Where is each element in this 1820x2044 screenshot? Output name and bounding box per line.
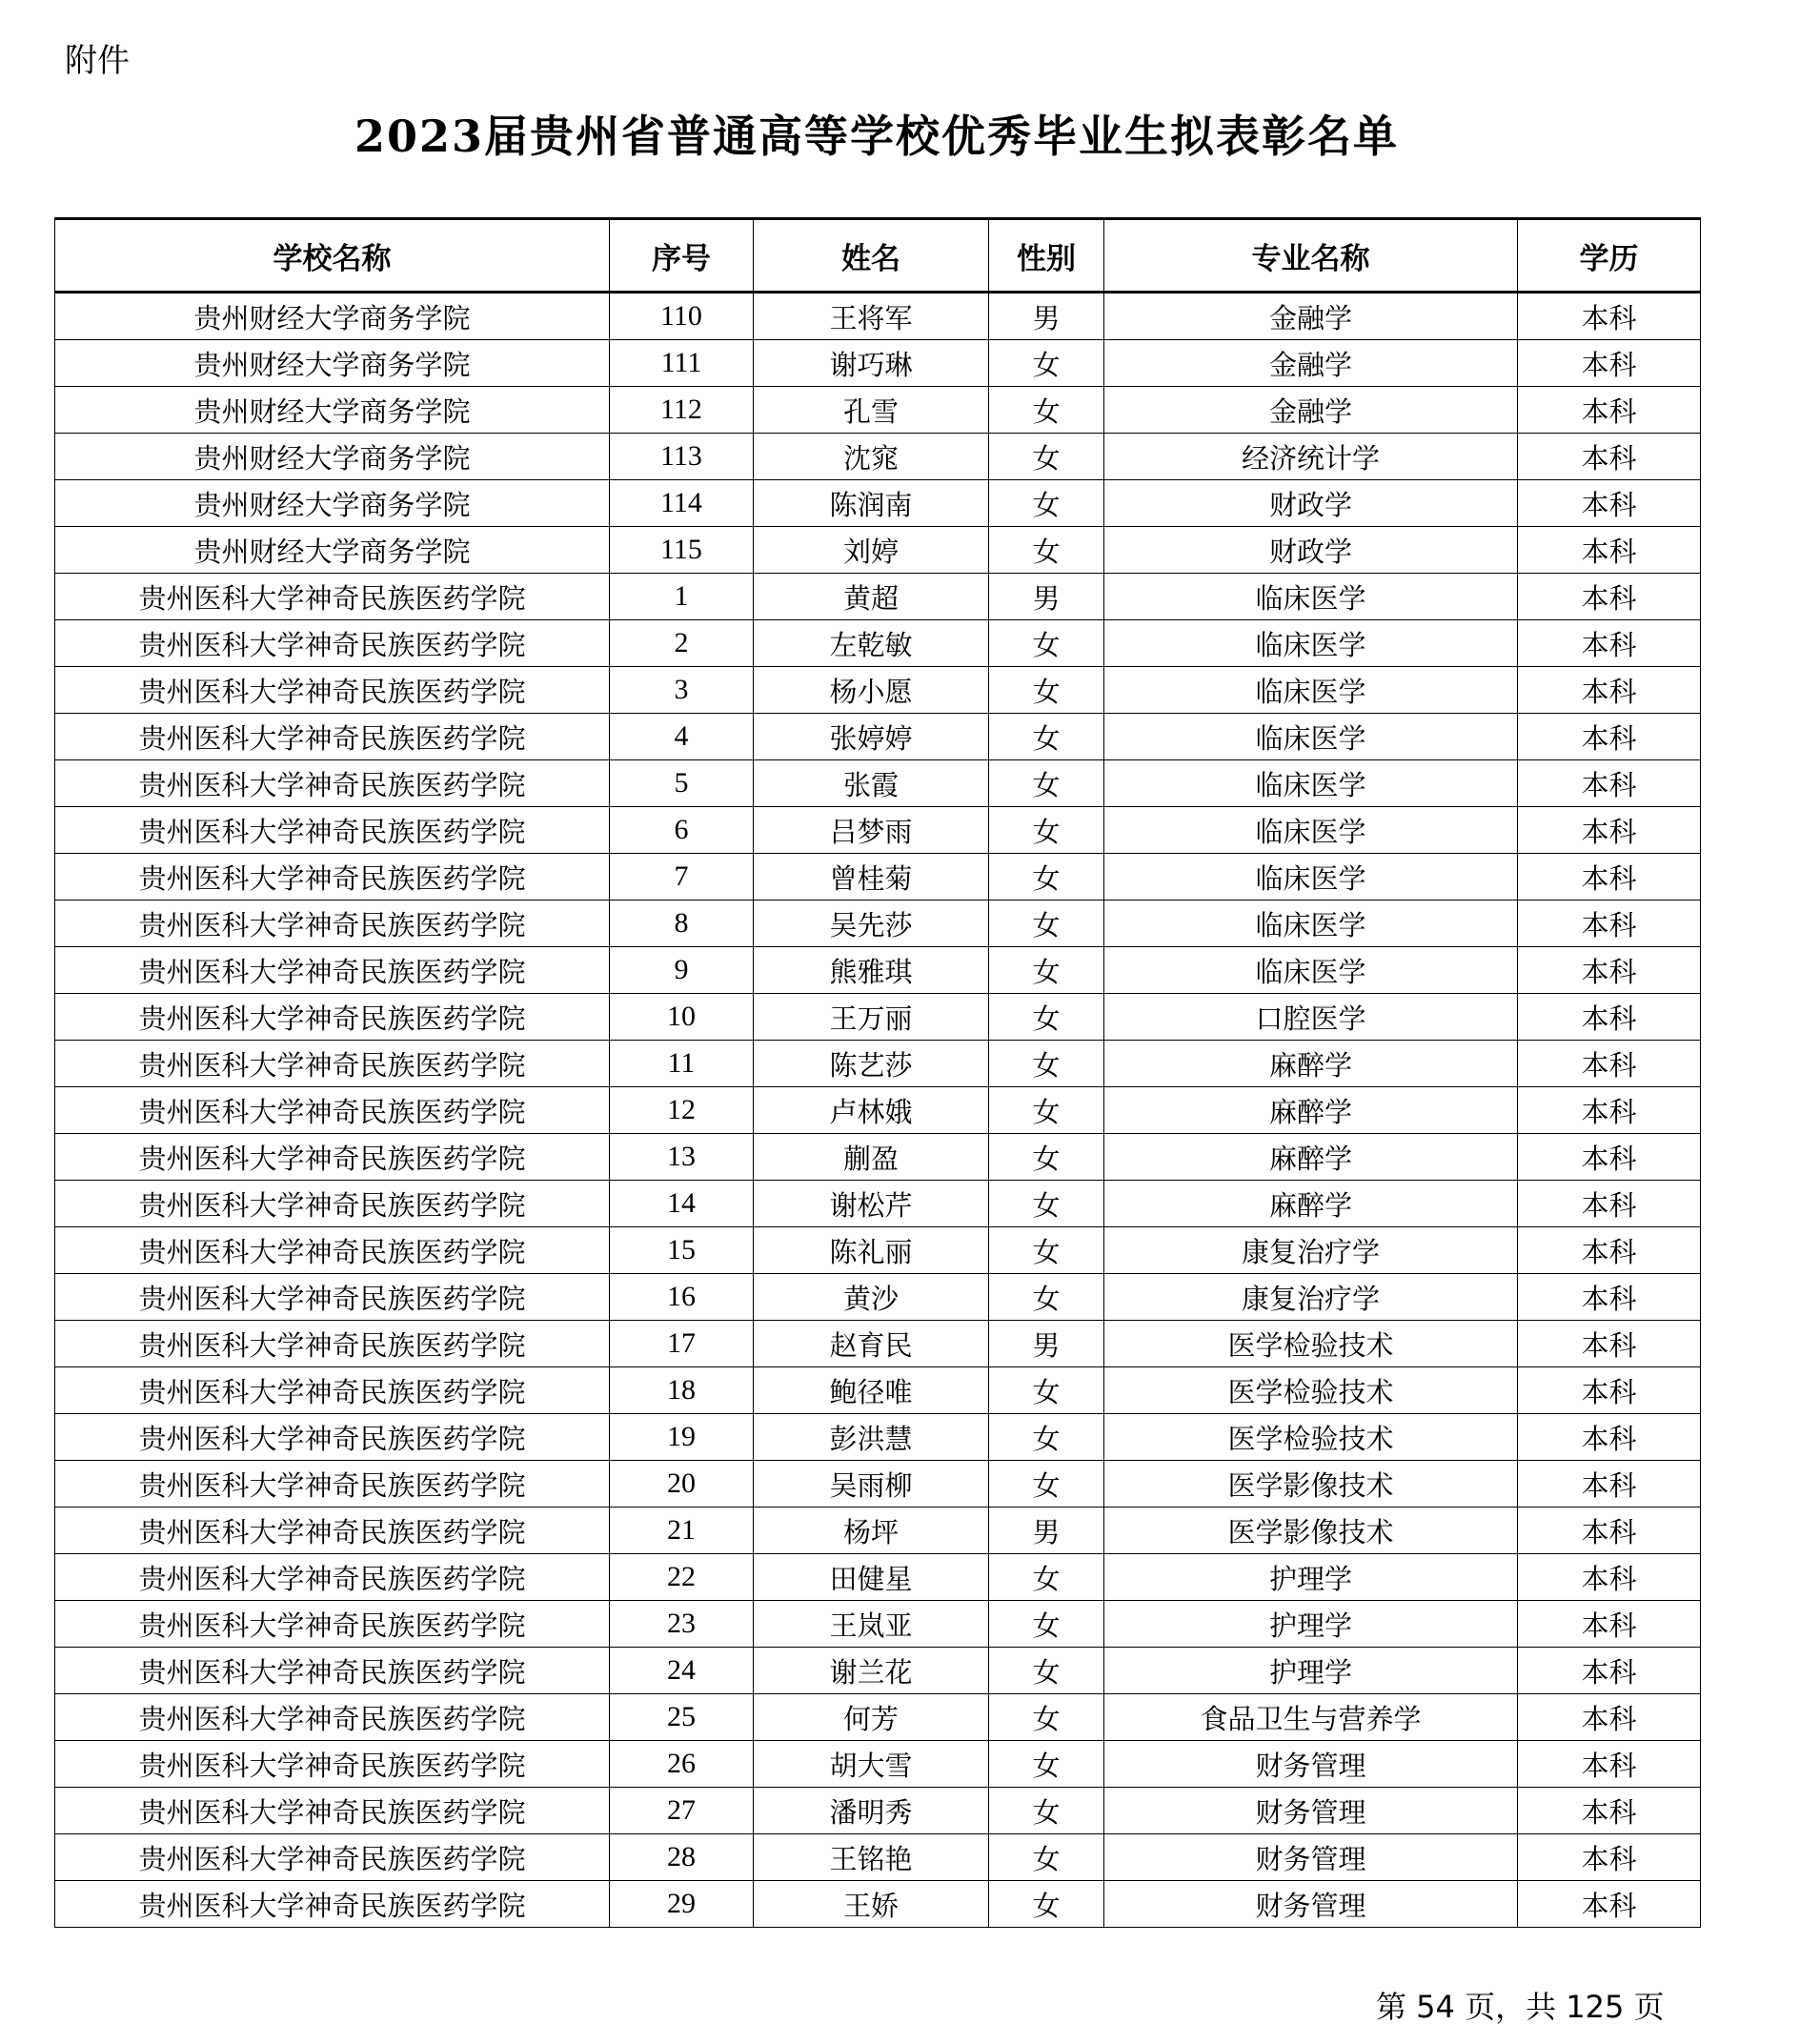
table-row	[55, 387, 1701, 434]
table-header	[55, 219, 1701, 293]
school-cell: 贵州医科大学神奇民族医药学院	[55, 1367, 610, 1414]
major-cell: 口腔医学	[1104, 994, 1518, 1041]
header-gender: 性别	[989, 219, 1104, 293]
table-row	[55, 807, 1701, 854]
sequence-cell: 29	[610, 1881, 754, 1928]
education-cell: 本科	[1518, 1134, 1701, 1181]
table-row	[55, 1741, 1701, 1788]
school-cell: 贵州医科大学神奇民族医药学院	[55, 1087, 610, 1134]
sequence-cell: 28	[610, 1834, 754, 1881]
education-cell: 本科	[1518, 1181, 1701, 1227]
sequence-cell: 3	[610, 667, 754, 714]
sequence-cell: 12	[610, 1087, 754, 1134]
major-cell: 临床医学	[1104, 714, 1518, 760]
sequence-cell: 23	[610, 1601, 754, 1648]
table-row	[55, 1181, 1701, 1227]
table-row	[55, 1648, 1701, 1694]
school-cell: 贵州医科大学神奇民族医药学院	[55, 1274, 610, 1321]
name-cell: 谢兰花	[754, 1648, 989, 1694]
major-cell: 医学影像技术	[1104, 1461, 1518, 1508]
education-cell: 本科	[1518, 994, 1701, 1041]
table-row	[55, 434, 1701, 480]
sequence-cell: 2	[610, 620, 754, 667]
major-cell: 食品卫生与营养学	[1104, 1694, 1518, 1741]
gender-cell: 女	[989, 947, 1104, 994]
name-cell: 左乾敏	[754, 620, 989, 667]
name-cell: 孔雪	[754, 387, 989, 434]
major-cell: 金融学	[1104, 293, 1518, 340]
gender-cell: 女	[989, 1134, 1104, 1181]
gender-cell: 女	[989, 1041, 1104, 1087]
table-row	[55, 340, 1701, 387]
major-cell: 临床医学	[1104, 760, 1518, 807]
school-cell: 贵州医科大学神奇民族医药学院	[55, 714, 610, 760]
gender-cell: 女	[989, 1788, 1104, 1834]
sequence-cell: 1	[610, 574, 754, 620]
education-cell: 本科	[1518, 480, 1701, 527]
header-row	[55, 219, 1701, 293]
gender-cell: 女	[989, 901, 1104, 947]
education-cell: 本科	[1518, 340, 1701, 387]
name-cell: 吴先莎	[754, 901, 989, 947]
gender-cell: 女	[989, 667, 1104, 714]
sequence-cell: 16	[610, 1274, 754, 1321]
major-cell: 麻醉学	[1104, 1134, 1518, 1181]
school-cell: 贵州医科大学神奇民族医药学院	[55, 901, 610, 947]
major-cell: 财政学	[1104, 480, 1518, 527]
table-row	[55, 947, 1701, 994]
sequence-cell: 6	[610, 807, 754, 854]
name-cell: 张婷婷	[754, 714, 989, 760]
name-cell: 赵育民	[754, 1321, 989, 1367]
major-cell: 临床医学	[1104, 667, 1518, 714]
school-cell: 贵州医科大学神奇民族医药学院	[55, 854, 610, 901]
school-cell: 贵州医科大学神奇民族医药学院	[55, 1414, 610, 1461]
name-cell: 沈窕	[754, 434, 989, 480]
gender-cell: 女	[989, 1087, 1104, 1134]
name-cell: 熊雅琪	[754, 947, 989, 994]
table-row	[55, 994, 1701, 1041]
name-cell: 杨小愿	[754, 667, 989, 714]
school-cell: 贵州医科大学神奇民族医药学院	[55, 1741, 610, 1788]
gender-cell: 女	[989, 434, 1104, 480]
name-cell: 谢巧琳	[754, 340, 989, 387]
education-cell: 本科	[1518, 1648, 1701, 1694]
table-row	[55, 1694, 1701, 1741]
page-number: 第 54 页，共 125 页	[1376, 1989, 1665, 2025]
gender-cell: 女	[989, 387, 1104, 434]
sequence-cell: 111	[610, 340, 754, 387]
school-cell: 贵州医科大学神奇民族医药学院	[55, 1041, 610, 1087]
school-cell: 贵州医科大学神奇民族医药学院	[55, 1321, 610, 1367]
school-cell: 贵州财经大学商务学院	[55, 480, 610, 527]
school-cell: 贵州医科大学神奇民族医药学院	[55, 1227, 610, 1274]
name-cell: 谢松芹	[754, 1181, 989, 1227]
gender-cell: 男	[989, 574, 1104, 620]
name-cell: 吴雨柳	[754, 1461, 989, 1508]
sequence-cell: 114	[610, 480, 754, 527]
sequence-cell: 22	[610, 1554, 754, 1601]
table-row	[55, 1274, 1701, 1321]
major-cell: 临床医学	[1104, 574, 1518, 620]
header-sequence: 序号	[610, 219, 754, 293]
education-cell: 本科	[1518, 574, 1701, 620]
gender-cell: 女	[989, 1648, 1104, 1694]
sequence-cell: 9	[610, 947, 754, 994]
name-cell: 潘明秀	[754, 1788, 989, 1834]
gender-cell: 女	[989, 1741, 1104, 1788]
school-cell: 贵州医科大学神奇民族医药学院	[55, 1788, 610, 1834]
major-cell: 医学检验技术	[1104, 1321, 1518, 1367]
major-cell: 护理学	[1104, 1648, 1518, 1694]
school-cell: 贵州医科大学神奇民族医药学院	[55, 760, 610, 807]
table-row	[55, 620, 1701, 667]
education-cell: 本科	[1518, 1087, 1701, 1134]
major-cell: 医学影像技术	[1104, 1508, 1518, 1554]
sequence-cell: 110	[610, 293, 754, 340]
major-cell: 临床医学	[1104, 807, 1518, 854]
education-cell: 本科	[1518, 1741, 1701, 1788]
gender-cell: 女	[989, 994, 1104, 1041]
name-cell: 卢林娥	[754, 1087, 989, 1134]
education-cell: 本科	[1518, 667, 1701, 714]
table-body	[55, 293, 1701, 1928]
school-cell: 贵州医科大学神奇民族医药学院	[55, 1181, 610, 1227]
sequence-cell: 113	[610, 434, 754, 480]
major-cell: 医学检验技术	[1104, 1367, 1518, 1414]
gender-cell: 女	[989, 714, 1104, 760]
gender-cell: 女	[989, 1694, 1104, 1741]
school-cell: 贵州医科大学神奇民族医药学院	[55, 1134, 610, 1181]
gender-cell: 女	[989, 1601, 1104, 1648]
sequence-cell: 5	[610, 760, 754, 807]
sequence-cell: 17	[610, 1321, 754, 1367]
table-row	[55, 901, 1701, 947]
table-row	[55, 1834, 1701, 1881]
education-cell: 本科	[1518, 714, 1701, 760]
major-cell: 财务管理	[1104, 1741, 1518, 1788]
gender-cell: 女	[989, 340, 1104, 387]
school-cell: 贵州医科大学神奇民族医药学院	[55, 807, 610, 854]
major-cell: 护理学	[1104, 1601, 1518, 1648]
name-cell: 曾桂菊	[754, 854, 989, 901]
name-cell: 王岚亚	[754, 1601, 989, 1648]
sequence-cell: 7	[610, 854, 754, 901]
name-cell: 王将军	[754, 293, 989, 340]
table-row	[55, 1087, 1701, 1134]
major-cell: 临床医学	[1104, 854, 1518, 901]
education-cell: 本科	[1518, 1881, 1701, 1928]
sequence-cell: 13	[610, 1134, 754, 1181]
education-cell: 本科	[1518, 1461, 1701, 1508]
gender-cell: 女	[989, 807, 1104, 854]
education-cell: 本科	[1518, 293, 1701, 340]
major-cell: 康复治疗学	[1104, 1227, 1518, 1274]
sequence-cell: 24	[610, 1648, 754, 1694]
name-cell: 黄超	[754, 574, 989, 620]
table-row	[55, 1788, 1701, 1834]
name-cell: 刘婷	[754, 527, 989, 574]
education-cell: 本科	[1518, 1834, 1701, 1881]
school-cell: 贵州医科大学神奇民族医药学院	[55, 1694, 610, 1741]
table-row	[55, 1321, 1701, 1367]
sequence-cell: 14	[610, 1181, 754, 1227]
major-cell: 财政学	[1104, 527, 1518, 574]
school-cell: 贵州财经大学商务学院	[55, 527, 610, 574]
gender-cell: 女	[989, 1227, 1104, 1274]
sequence-cell: 115	[610, 527, 754, 574]
name-cell: 田健星	[754, 1554, 989, 1601]
major-cell: 临床医学	[1104, 901, 1518, 947]
school-cell: 贵州财经大学商务学院	[55, 340, 610, 387]
sequence-cell: 18	[610, 1367, 754, 1414]
school-cell: 贵州医科大学神奇民族医药学院	[55, 667, 610, 714]
name-cell: 杨坪	[754, 1508, 989, 1554]
table-row	[55, 574, 1701, 620]
education-cell: 本科	[1518, 854, 1701, 901]
major-cell: 金融学	[1104, 387, 1518, 434]
table-row	[55, 527, 1701, 574]
table-row	[55, 1461, 1701, 1508]
name-cell: 吕梦雨	[754, 807, 989, 854]
education-cell: 本科	[1518, 527, 1701, 574]
gender-cell: 男	[989, 293, 1104, 340]
sequence-cell: 19	[610, 1414, 754, 1461]
school-cell: 贵州医科大学神奇民族医药学院	[55, 947, 610, 994]
major-cell: 财务管理	[1104, 1788, 1518, 1834]
header-major: 专业名称	[1104, 219, 1518, 293]
name-cell: 黄沙	[754, 1274, 989, 1321]
gender-cell: 女	[989, 854, 1104, 901]
education-cell: 本科	[1518, 1367, 1701, 1414]
gender-cell: 女	[989, 480, 1104, 527]
table-row	[55, 293, 1701, 340]
education-cell: 本科	[1518, 620, 1701, 667]
education-cell: 本科	[1518, 947, 1701, 994]
major-cell: 麻醉学	[1104, 1087, 1518, 1134]
major-cell: 财务管理	[1104, 1881, 1518, 1928]
school-cell: 贵州医科大学神奇民族医药学院	[55, 1461, 610, 1508]
sequence-cell: 112	[610, 387, 754, 434]
education-cell: 本科	[1518, 1601, 1701, 1648]
header-school: 学校名称	[55, 219, 610, 293]
sequence-cell: 20	[610, 1461, 754, 1508]
gender-cell: 女	[989, 620, 1104, 667]
gender-cell: 女	[989, 1414, 1104, 1461]
education-cell: 本科	[1518, 807, 1701, 854]
gender-cell: 女	[989, 1881, 1104, 1928]
table-row	[55, 1554, 1701, 1601]
education-cell: 本科	[1518, 760, 1701, 807]
school-cell: 贵州医科大学神奇民族医药学院	[55, 620, 610, 667]
graduate-roster-table	[54, 217, 1701, 1928]
header-name: 姓名	[754, 219, 989, 293]
major-cell: 财务管理	[1104, 1834, 1518, 1881]
education-cell: 本科	[1518, 1554, 1701, 1601]
major-cell: 金融学	[1104, 340, 1518, 387]
major-cell: 康复治疗学	[1104, 1274, 1518, 1321]
school-cell: 贵州财经大学商务学院	[55, 434, 610, 480]
education-cell: 本科	[1518, 387, 1701, 434]
school-cell: 贵州医科大学神奇民族医药学院	[55, 1601, 610, 1648]
table-row	[55, 480, 1701, 527]
sequence-cell: 4	[610, 714, 754, 760]
school-cell: 贵州医科大学神奇民族医药学院	[55, 1648, 610, 1694]
education-cell: 本科	[1518, 1788, 1701, 1834]
name-cell: 张霞	[754, 760, 989, 807]
major-cell: 经济统计学	[1104, 434, 1518, 480]
education-cell: 本科	[1518, 1414, 1701, 1461]
education-cell: 本科	[1518, 1321, 1701, 1367]
table-row	[55, 1601, 1701, 1648]
major-cell: 临床医学	[1104, 947, 1518, 994]
name-cell: 陈艺莎	[754, 1041, 989, 1087]
table-row	[55, 1414, 1701, 1461]
school-cell: 贵州财经大学商务学院	[55, 387, 610, 434]
header-education: 学历	[1518, 219, 1701, 293]
school-cell: 贵州医科大学神奇民族医药学院	[55, 574, 610, 620]
sequence-cell: 21	[610, 1508, 754, 1554]
major-cell: 麻醉学	[1104, 1041, 1518, 1087]
gender-cell: 女	[989, 1274, 1104, 1321]
name-cell: 王铭艳	[754, 1834, 989, 1881]
name-cell: 陈礼丽	[754, 1227, 989, 1274]
gender-cell: 女	[989, 1367, 1104, 1414]
name-cell: 陈润南	[754, 480, 989, 527]
education-cell: 本科	[1518, 1694, 1701, 1741]
school-cell: 贵州医科大学神奇民族医药学院	[55, 1881, 610, 1928]
education-cell: 本科	[1518, 1227, 1701, 1274]
sequence-cell: 25	[610, 1694, 754, 1741]
name-cell: 蒯盈	[754, 1134, 989, 1181]
gender-cell: 女	[989, 1554, 1104, 1601]
sequence-cell: 11	[610, 1041, 754, 1087]
table-row	[55, 1134, 1701, 1181]
school-cell: 贵州医科大学神奇民族医药学院	[55, 1508, 610, 1554]
gender-cell: 女	[989, 1181, 1104, 1227]
gender-cell: 女	[989, 760, 1104, 807]
table-row	[55, 1881, 1701, 1928]
school-cell: 贵州医科大学神奇民族医药学院	[55, 994, 610, 1041]
table-row	[55, 1367, 1701, 1414]
table-row	[55, 854, 1701, 901]
sequence-cell: 15	[610, 1227, 754, 1274]
sequence-cell: 26	[610, 1741, 754, 1788]
education-cell: 本科	[1518, 1041, 1701, 1087]
name-cell: 何芳	[754, 1694, 989, 1741]
school-cell: 贵州财经大学商务学院	[55, 293, 610, 340]
major-cell: 护理学	[1104, 1554, 1518, 1601]
table-row	[55, 1227, 1701, 1274]
education-cell: 本科	[1518, 434, 1701, 480]
table-row	[55, 667, 1701, 714]
sequence-cell: 27	[610, 1788, 754, 1834]
school-cell: 贵州医科大学神奇民族医药学院	[55, 1554, 610, 1601]
school-cell: 贵州医科大学神奇民族医药学院	[55, 1834, 610, 1881]
sequence-cell: 8	[610, 901, 754, 947]
gender-cell: 男	[989, 1321, 1104, 1367]
major-cell: 医学检验技术	[1104, 1414, 1518, 1461]
education-cell: 本科	[1518, 901, 1701, 947]
name-cell: 胡大雪	[754, 1741, 989, 1788]
name-cell: 鲍径唯	[754, 1367, 989, 1414]
gender-cell: 女	[989, 527, 1104, 574]
gender-cell: 女	[989, 1834, 1104, 1881]
table-row	[55, 1508, 1701, 1554]
table-row	[55, 760, 1701, 807]
name-cell: 王娇	[754, 1881, 989, 1928]
major-cell: 临床医学	[1104, 620, 1518, 667]
gender-cell: 男	[989, 1508, 1104, 1554]
education-cell: 本科	[1518, 1508, 1701, 1554]
education-cell: 本科	[1518, 1274, 1701, 1321]
major-cell: 麻醉学	[1104, 1181, 1518, 1227]
name-cell: 彭洪慧	[754, 1414, 989, 1461]
name-cell: 王万丽	[754, 994, 989, 1041]
gender-cell: 女	[989, 1461, 1104, 1508]
table-row	[55, 714, 1701, 760]
sequence-cell: 10	[610, 994, 754, 1041]
document-title: 2023届贵州省普通高等学校优秀毕业生拟表彰名单	[354, 111, 1400, 162]
table-row	[55, 1041, 1701, 1087]
attachment-label: 附件	[65, 42, 130, 80]
